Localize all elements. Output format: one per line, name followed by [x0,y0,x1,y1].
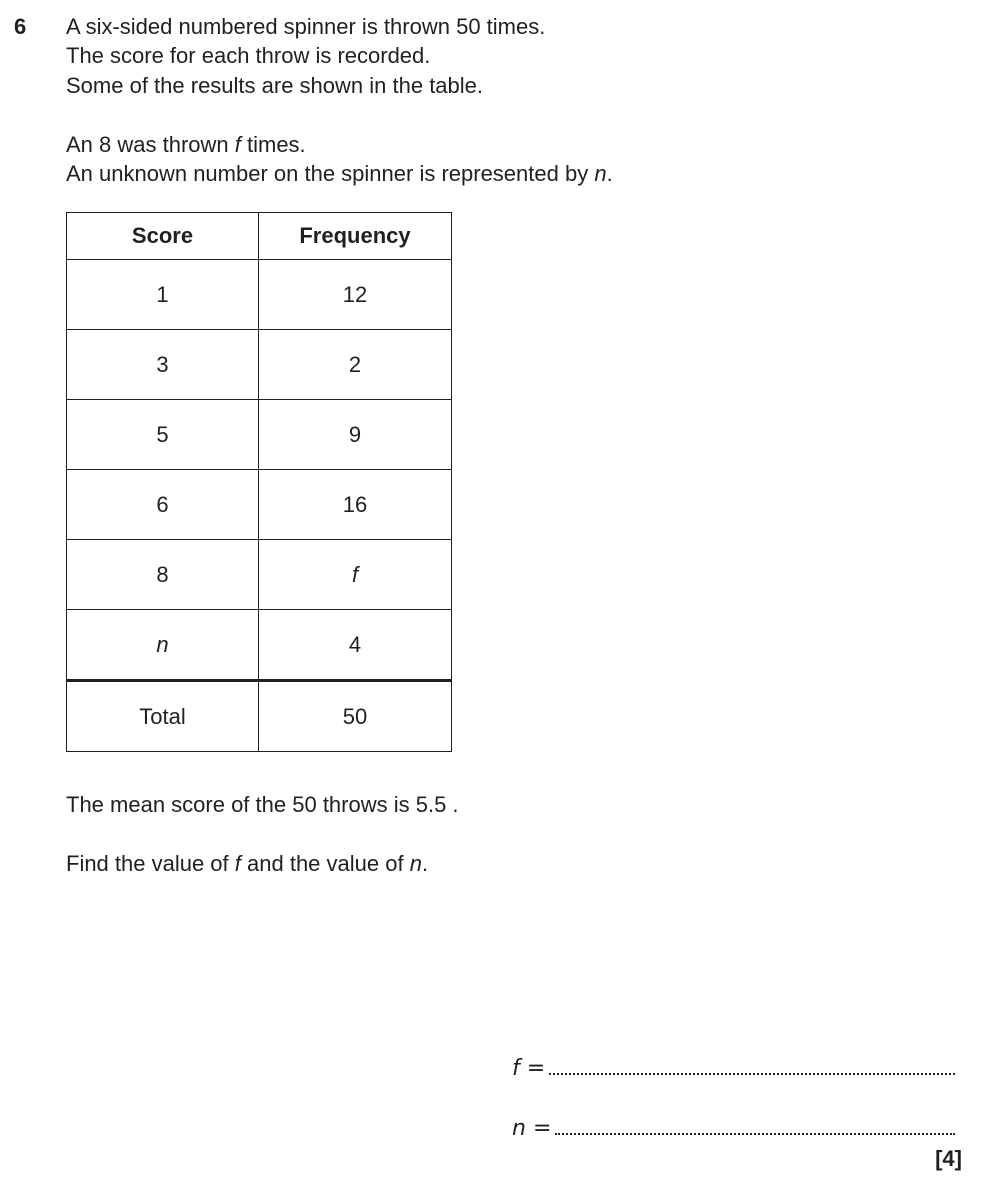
table-row [67,470,452,540]
cell-frequency: 4 [259,610,452,681]
task-var-f: f [234,851,241,876]
variable-f: f [234,132,241,157]
frequency-table [66,212,452,752]
mean-statement: The mean score of the 50 throws is 5.5 . [66,792,459,817]
cell-frequency: 9 [259,400,452,470]
header-score: Score [67,213,259,260]
statement-f [66,132,306,158]
statement-n-after: . [606,161,613,186]
statement-n [66,161,613,187]
answer-line-f[interactable] [512,1056,955,1081]
cell-score: 8 [67,540,259,610]
answer-f-field[interactable] [549,1073,955,1075]
table-row [67,400,452,470]
variable-n: n [594,161,607,186]
answer-line-n[interactable] [512,1116,955,1141]
answer-n-field[interactable] [555,1133,955,1135]
task-var-n: n [409,851,422,876]
answer-n-var: n [512,1116,526,1141]
cell-frequency: 2 [259,330,452,400]
table-header-row [67,213,452,260]
header-frequency: Frequency [259,213,452,260]
answer-f-var: f [512,1056,520,1081]
table-row [67,610,452,681]
cell-frequency: 16 [259,470,452,540]
table-row [67,260,452,330]
table-total-row [67,681,452,752]
statement-n-before: An unknown number on the spinner is represented by [66,161,595,186]
table-row [67,330,452,400]
cell-score: n [67,610,259,681]
statement-f-after: times. [240,132,306,157]
total-label: Total [67,681,259,752]
statement-f-before: An 8 was thrown [66,132,235,157]
marks-label: [4] [935,1146,962,1171]
task-text-2: and the value of [240,851,410,876]
question-number: 6 [14,14,27,39]
cell-frequency: 12 [259,260,452,330]
answer-n-equals: = [525,1116,552,1141]
answer-f-equals: = [519,1056,546,1081]
cell-score: 5 [67,400,259,470]
intro-line-1: A six-sided numbered spinner is thrown 50 times. [66,14,546,39]
intro-line-2: The score for each throw is recorded. [66,43,431,68]
task-text-3: . [421,851,429,876]
total-value: 50 [259,681,452,752]
task-statement [66,851,428,877]
cell-score: 1 [67,260,259,330]
cell-score: 3 [67,330,259,400]
table-row [67,540,452,610]
cell-frequency: f [259,540,452,610]
intro-line-3: Some of the results are shown in the table. [66,73,484,98]
task-text-1: Find the value of [66,851,235,876]
cell-score: 6 [67,470,259,540]
